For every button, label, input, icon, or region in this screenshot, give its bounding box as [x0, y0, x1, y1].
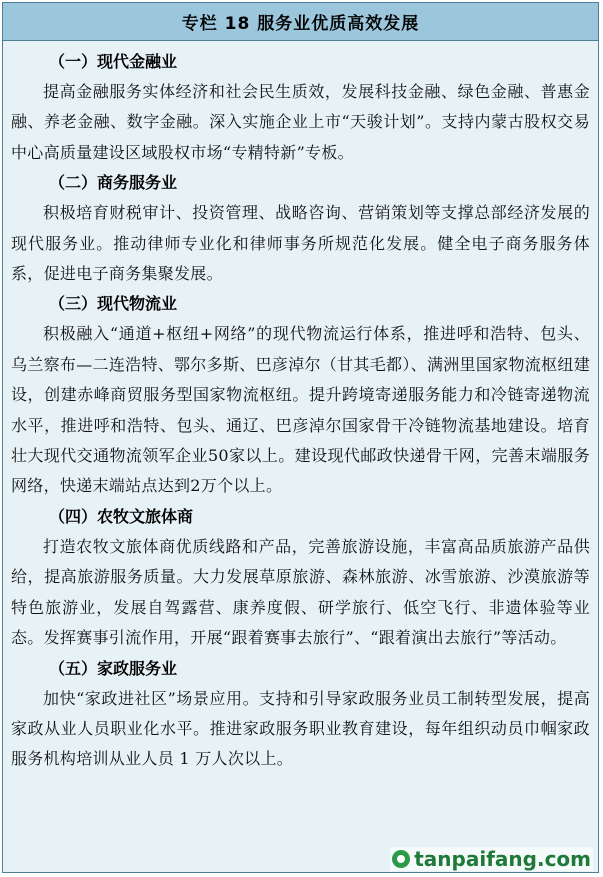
section-logistics	[11, 289, 590, 501]
section-title: （一）现代金融业	[49, 52, 178, 71]
watermark	[390, 847, 593, 871]
section-paragraph: 积极培育财税审计、投资管理、战略咨询、营销策划等支撑总部经济发展的现代服务业。推动律师专业化和律师事务所规范化发展。健全电子商务服务体系，促进电子商务集聚发展。	[11, 203, 590, 284]
column-body	[3, 41, 598, 775]
section-paragraph: 积极融入“通道+枢纽+网络”的现代物流运行体系，推进呼和浩特、包头、乌兰察布—二连浩特、鄂尔多斯、巴彦淖尔（甘其毛都）、满洲里国家物流枢纽建设，创建赤峰商贸服务型国家物流枢纽。提升跨境寄递服务能力和冷链寄递物流水平，推进呼和浩特、包头、通辽、巴彦淖尔国家骨干冷链物流基地建设。培育壮大现代交通物流领军企业50家以上。建设现代邮政快递骨干网，完善末端服务网络，快递末端站点达到2万个以上。	[11, 324, 590, 496]
section-finance	[11, 47, 590, 168]
section-housekeeping	[11, 654, 590, 775]
section-title: （三）现代物流业	[49, 294, 178, 314]
section-title: （二）商务服务业	[49, 173, 178, 193]
column-header	[3, 3, 598, 41]
section-title: （五）家政服务业	[49, 658, 178, 678]
column-title: 专栏 18 服务业优质高效发展	[181, 14, 420, 34]
tanpaifang-logo-icon	[392, 850, 410, 868]
section-title: （四）农牧文旅体商	[49, 506, 194, 526]
column-box	[2, 2, 599, 873]
section-paragraph: 提高金融服务实体经济和社会民生质效，发展科技金融、绿色金融、普惠金融、养老金融、数字金融。深入实施企业上市“天骏计划”。支持内蒙古股权交易中心高质量建设区域股权市场“专精特新”专板。	[11, 82, 590, 162]
section-culture-tourism	[11, 502, 590, 654]
watermark-text: tanpaifang.com	[414, 847, 591, 871]
section-paragraph: 加快“家政进社区”场景应用。支持和引导家政服务业员工制转型发展，提高家政从业人员职业化水平。推进家政服务职业教育建设，每年组织动员巾帼家政服务机构培训从业人员 1 万人次以上。	[11, 688, 590, 769]
section-paragraph: 打造农牧文旅体商优质线路和产品，完善旅游设施，丰富高品质旅游产品供给，提高旅游服务质量。大力发展草原旅游、森林旅游、冰雪旅游、沙漠旅游等特色旅游业，发展自驾露营、康养度假、研学旅行、低空飞行、非遗体验等业态。发挥赛事引流作用，开展“跟着赛事去旅行”、“跟着演出去旅行”等活动。	[11, 536, 590, 648]
section-business-services	[11, 168, 590, 289]
